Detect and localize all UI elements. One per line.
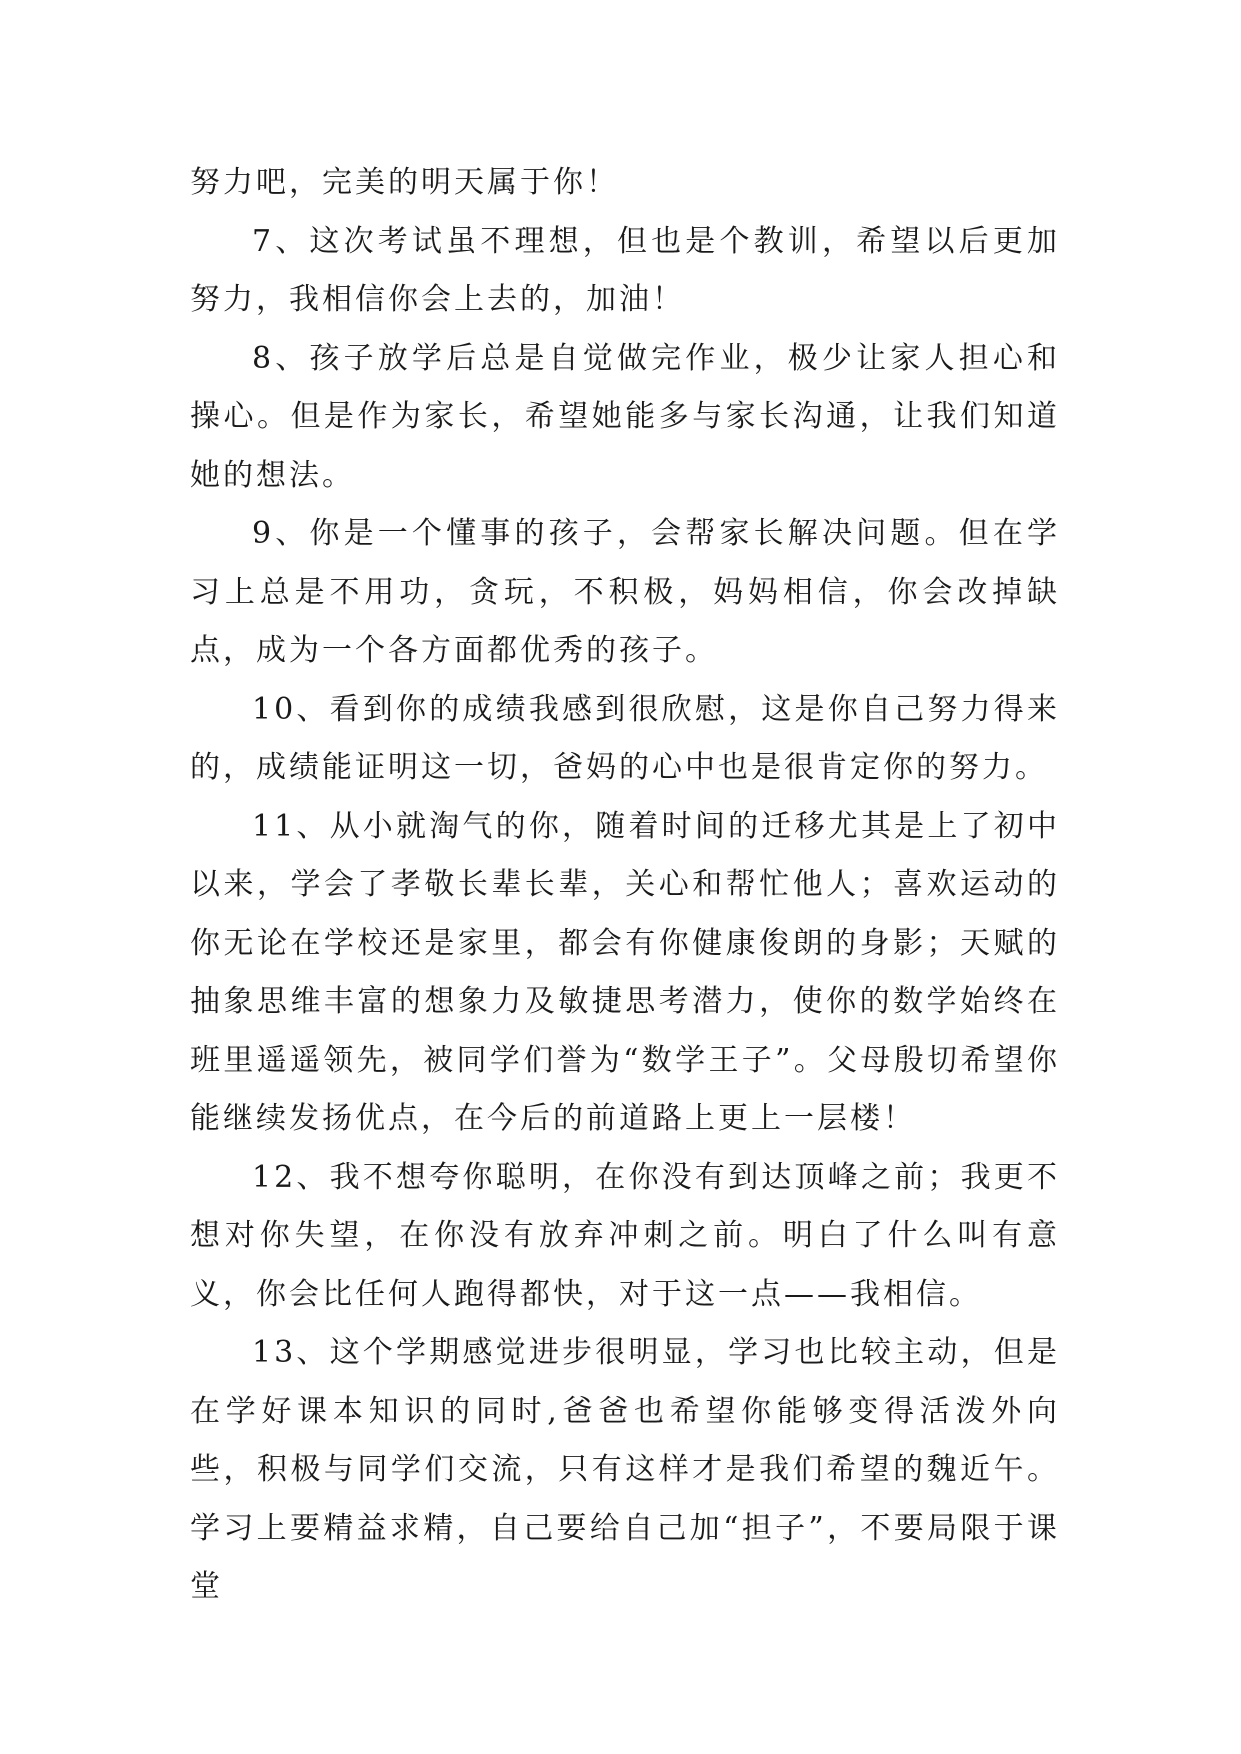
paragraph-continuation: 努力吧，完美的明天属于你！ <box>190 165 619 200</box>
paragraph-item-11: 11、从小就淘气的你，随着时间的迁移尤其是上了初中以来，学会了孝敬长辈长辈，关心和帮忙他人；喜欢运动的你无论在学校还是家里，都会有你健康俊朗的身影；天赋的抽象思维丰富的想象力及敏捷思考潜力，使你的数学始终在班里遥遥领先，被同学们誉为“数学王子”。父母殷切希望你能继续发扬优点，在今后的前道路上更上一层楼！ <box>190 808 1060 1136</box>
paragraph-item-10: 10、看到你的成绩我感到很欣慰，这是你自己努力得来的，成绩能证明这一切，爸妈的心中也是很肯定你的努力。 <box>190 691 1060 785</box>
paragraph-item-9: 9、你是一个懂事的孩子，会帮家长解决问题。但在学习上总是不用功，贪玩，不积极，妈妈相信，你会改掉缺点，成为一个各方面都优秀的孩子。 <box>190 516 1060 668</box>
document-body <box>190 154 1060 1617</box>
paragraph-item-13: 13、这个学期感觉进步很明显，学习也比较主动，但是在学好课本知识的同时,爸爸也希望你能够变得活泼外向些，积极与同学们交流，只有这样才是我们希望的魏近午。学习上要精益求精，自己要给自己加“担子”，不要局限于课堂 <box>190 1335 1060 1604</box>
paragraph-item-7: 7、这次考试虽不理想，但也是个教训，希望以后更加努力，我相信你会上去的，加油！ <box>190 223 1060 317</box>
paragraph-item-8: 8、孩子放学后总是自觉做完作业，极少让家人担心和操心。但是作为家长，希望她能多与家长沟通，让我们知道她的想法。 <box>190 340 1060 493</box>
paragraph-item-12: 12、我不想夸你聪明，在你没有到达顶峰之前；我更不想对你失望，在你没有放弃冲刺之前。明白了什么叫有意义，你会比任何人跑得都快，对于这一点——我相信。 <box>190 1159 1060 1312</box>
